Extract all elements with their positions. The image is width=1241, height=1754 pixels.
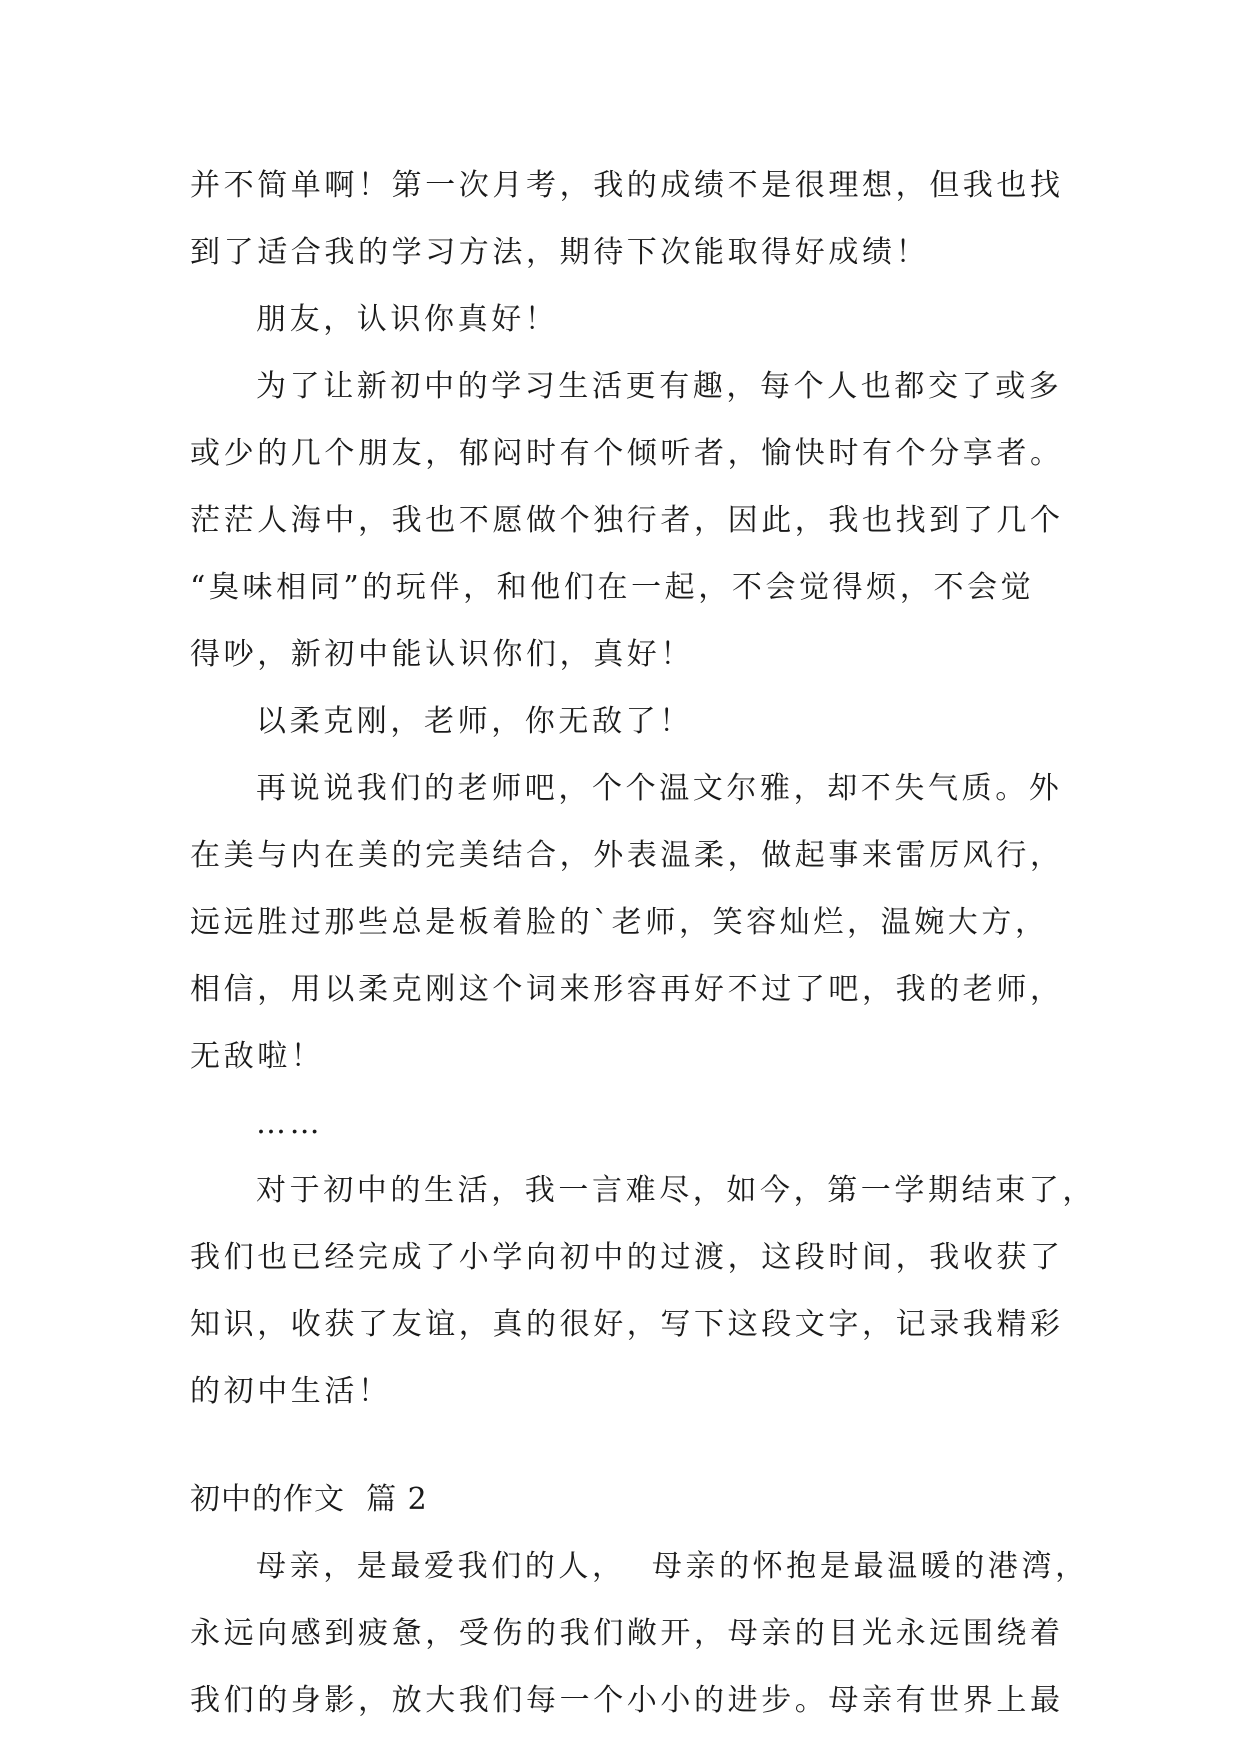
section-subtitle-teachers: 以柔克刚，老师，你无敌了！ [256, 704, 693, 739]
paragraph-line: 为了让新初中的学习生活更有趣，每个人也都交了或多 [256, 369, 1063, 404]
paragraph-line: 到了适合我的学习方法，期待下次能取得好成绩！ [190, 235, 930, 270]
paragraph-line: “臭味相同”的玩伴，和他们在一起，不会觉得烦，不会觉 [190, 570, 1035, 605]
paragraph-line: 茫茫人海中，我也不愿做个独行者，因此，我也找到了几个 [190, 503, 1064, 538]
essay-heading: 初中的作文 篇 2 [190, 1482, 428, 1517]
paragraph-line: 远远胜过那些总是板着脸的`老师，笑容灿烂，温婉大方， [190, 905, 1049, 940]
paragraph-line: 或少的几个朋友，郁闷时有个倾听者，愉快时有个分享者。 [190, 436, 1064, 471]
paragraph-line: 并不简单啊！第一次月考，我的成绩不是很理想，但我也找 [190, 168, 1064, 203]
paragraph-line: 对于初中的生活，我一言难尽，如今，第一学期结束了， [256, 1173, 1096, 1208]
paragraph-line: 在美与内在美的完美结合，外表温柔，做起事来雷厉风行， [190, 838, 1064, 873]
paragraph-line: 相信，用以柔克刚这个词来形容再好不过了吧，我的老师， [190, 972, 1064, 1007]
paragraph-line: 我们也已经完成了小学向初中的过渡，这段时间，我收获了 [190, 1240, 1064, 1275]
section-subtitle-friends: 朋友，认识你真好！ [256, 302, 559, 337]
paragraph-line: 永远向感到疲惫，受伤的我们敞开，母亲的目光永远围绕着 [190, 1616, 1064, 1651]
paragraph-line: 得吵，新初中能认识你们，真好！ [190, 637, 694, 672]
paragraph-line: 再说说我们的老师吧，个个温文尔雅，却不失气质。外 [256, 771, 1063, 806]
paragraph-line: 我们的身影，放大我们每一个小小的进步。母亲有世界上最 [190, 1683, 1064, 1718]
paragraph-line: 无敌啦！ [190, 1039, 325, 1074]
paragraph-line: 知识，收获了友谊，真的很好，写下这段文字，记录我精彩 [190, 1307, 1064, 1342]
paragraph-line: 的初中生活！ [190, 1374, 392, 1409]
paragraph-line: 母亲，是最爱我们的人， 母亲的怀抱是最温暖的港湾， [256, 1549, 1089, 1584]
ellipsis-line: …… [256, 1106, 324, 1141]
